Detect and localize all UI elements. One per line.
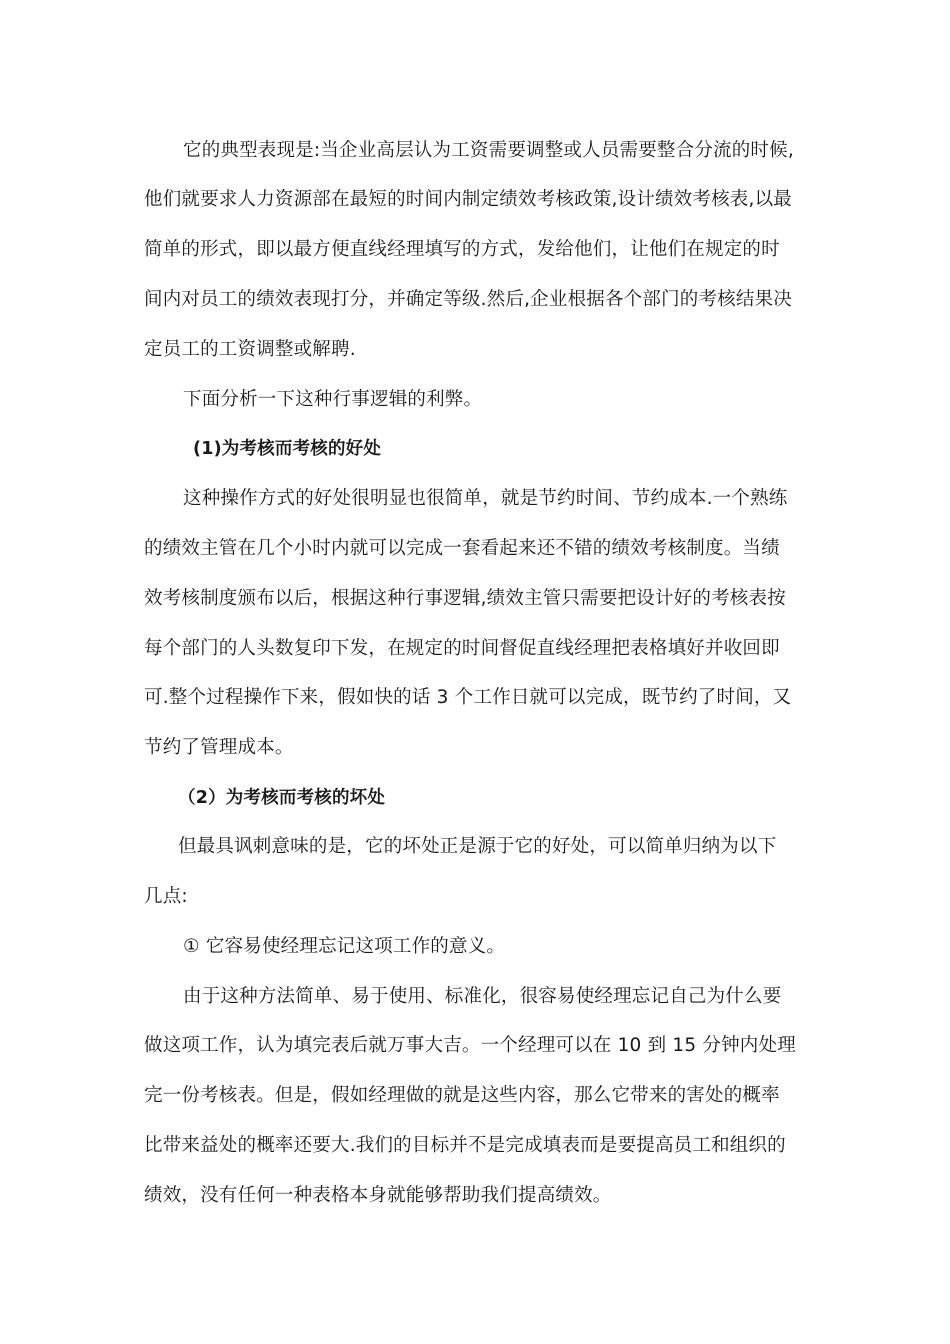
paragraph-1-line-4: 间内对员工的绩效表现打分，并确定等级.然后,企业根据各个部门的考核结果决	[144, 289, 792, 310]
paragraph-3-line-3: 效考核制度颁布以后，根据这种行事逻辑,绩效主管只需要把设计好的考核表按	[144, 588, 786, 609]
paragraph-1-line-5: 定员工的工资调整或解聘.	[144, 339, 356, 360]
point-1: ① 它容易使经理忘记这项工作的意义。	[183, 936, 506, 957]
paragraph-2: 下面分析一下这种行事逻辑的利弊。	[183, 389, 483, 410]
heading-advantages: (1)为考核而考核的好处	[193, 439, 382, 459]
paragraph-4-line-1: 但最具讽刺意味的是，它的坏处正是源于它的好处，可以简单归纳为以下	[178, 836, 777, 857]
heading-disadvantages: （2）为考核而考核的坏处	[178, 788, 386, 808]
paragraph-1-line-1: 它的典型表现是:当企业高层认为工资需要调整或人员需要整合分流的时候,	[183, 140, 794, 161]
paragraph-3-line-4: 每个部门的人头数复印下发，在规定的时间督促直线经理把表格填好并收回即	[144, 638, 780, 659]
paragraph-3-line-6: 节约了管理成本。	[144, 737, 294, 758]
paragraph-5-line-4: 比带来益处的概率还要大.我们的目标并不是完成填表而是要提高员工和组织的	[144, 1135, 786, 1156]
paragraph-4-line-2: 几点:	[144, 886, 188, 907]
paragraph-5-line-3: 完一份考核表。但是，假如经理做的就是这些内容，那么它带来的害处的概率	[144, 1085, 780, 1106]
paragraph-1-line-3: 简单的形式，即以最方便直线经理填写的方式，发给他们，让他们在规定的时	[144, 239, 780, 260]
paragraph-3-line-1: 这种操作方式的好处很明显也很简单，就是节约时间、节约成本.一个熟练	[183, 488, 788, 509]
paragraph-3-line-2: 的绩效主管在几个小时内就可以完成一套看起来还不错的绩效考核制度。当绩	[144, 538, 780, 559]
paragraph-3-line-5: 可.整个过程操作下来，假如快的话 3 个工作日就可以完成，既节约了时间，又	[144, 687, 792, 708]
paragraph-1-line-2: 他们就要求人力资源部在最短的时间内制定绩效考核政策,设计绩效考核表,以最	[144, 189, 792, 210]
paragraph-5-line-1: 由于这种方法简单、易于使用、标准化，很容易使经理忘记自己为什么要	[183, 986, 782, 1007]
paragraph-5-line-5: 绩效，没有任何一种表格本身就能够帮助我们提高绩效。	[144, 1185, 612, 1206]
paragraph-5-line-2: 做这项工作，认为填完表后就万事大吉。一个经理可以在 10 到 15 分钟内处理	[144, 1035, 796, 1056]
